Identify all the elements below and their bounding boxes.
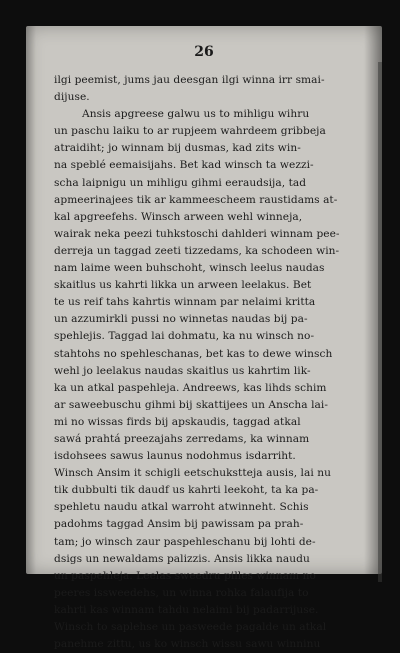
text-line: apmeerinajees tik ar kammeescheem raustidams at- (54, 193, 338, 206)
text-line: Ansis apgreese galwu us to mihligu wihru (82, 108, 310, 121)
text-line: ar saweebuschu gihmi bij skattijees un Anscha lai- (54, 398, 328, 411)
text-line: kal apgreefehs. Winsch arween wehl winneja, (54, 210, 303, 223)
text-line: peeres issweedehs, un winna rohka falaufija to (54, 586, 309, 599)
text-line: sawá prahtá preezajahs zerredams, ka winnam (54, 432, 310, 445)
text-line: un paschu laiku to ar rupjeem wahrdeem gribbeja (54, 125, 326, 138)
text-line: derreja un taggad zeeti tizzedams, ka schodeen win- (54, 244, 340, 257)
text-line: nam laime ween buhschoht, winsch leelus naudas (54, 262, 325, 275)
text-line: ka un atkal paspehleja. Andreews, kas lihds schim (54, 381, 327, 394)
page-number: 26 (194, 44, 214, 60)
text-line: isdohsees sawus launus nodohmus isdarriht. (54, 450, 296, 463)
text-line: atraidiht; jo winnam bij dusmas, kad zits win- (54, 142, 301, 155)
text-line: Winsch Ansim it schigli eetschukstteja ausis, lai nu (54, 467, 331, 480)
text-line: Winsch to saplehse un pasweede pagalde un atkal (54, 621, 327, 633)
text-line: skaitlus us kahrti likka un arween leelakus. Bet (54, 279, 312, 292)
text-line: stahtohs no spehleschanas, bet kas to dewe winsch (54, 347, 333, 360)
text-line: dsigs un newaldams palizzis. Ansis likka naudu (54, 552, 310, 565)
text-line: wairak neka peezi tuhkstoschi dahlderi winnam pee- (54, 227, 340, 240)
page-left-shadow (26, 26, 36, 574)
text-line: scha laipnigu un mihligu gihmi eeraudsija, tad (54, 176, 307, 189)
text-line: wehl jo leelakus naudas skaitlus us kahrtim lik- (54, 364, 311, 377)
text-line: panehme zittu, us ko winsch wissu sawu winninu (54, 638, 321, 651)
body-text (54, 72, 354, 653)
text-line: un paspehleja. Leelas sweedru pilles winnam no (54, 569, 316, 582)
text-line: kahrti kas winnam tahdu nelaimi bij padarrijuse. (54, 603, 319, 616)
text-line: te us reif tahs kahrtis winnam par nelaimi kritta (54, 296, 316, 309)
text-line: ilgi peemist, jums jau deesgan ilgi winna irr smai- (54, 74, 325, 86)
text-line: dijuse. (54, 91, 90, 104)
book-page (26, 26, 382, 651)
text-line: spehletu naudu atkal warroht atwinneht. Schis (54, 501, 309, 514)
text-line: na speblé eemaisijahs. Bet kad winsch ta wezzi- (54, 159, 314, 172)
text-line: padohms taggad Ansim bij pawissam pa prah- (54, 518, 304, 531)
text-line: tam; jo winsch zaur paspehleschanu bij lohti de- (54, 535, 316, 548)
text-line: un azzumirkli pussi no winnetas naudas bij pa- (54, 313, 308, 326)
text-line: mi no wissas firds bij apskaudis, taggad atkal (54, 415, 301, 428)
binding-edge (378, 62, 382, 582)
text-line: tik dubbulti tik daudf us kahrti leekoht, ta ka pa- (54, 484, 319, 497)
text-line: spehlejis. Taggad lai dohmatu, ka nu winsch no- (54, 330, 315, 343)
